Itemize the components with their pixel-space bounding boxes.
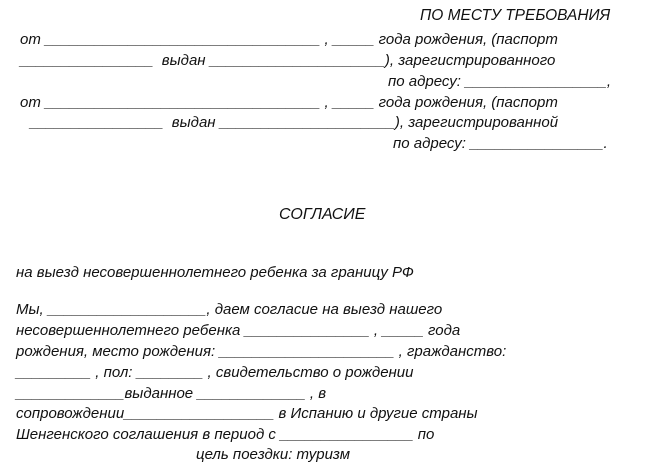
body-line: несовершеннолетнего ребенка _______________ , _____ года: [16, 322, 461, 339]
body-line: _________ , пол: ________ , свидетельство о рождении: [16, 364, 414, 381]
header-to-whom: ПО МЕСТУ ТРЕБОВАНИЯ: [420, 7, 611, 24]
body-line: сопровождении__________________ в Испанию и другие страны: [16, 405, 478, 422]
parent1-address-line: по адресу: _________________,: [388, 73, 612, 90]
parent1-passport-line: ________________ выдан _____________________), зарегистрированного: [20, 52, 556, 69]
body-line: _____________выданное _____________ , в: [16, 385, 327, 402]
parent2-passport-line: ________________ выдан _____________________), зарегистрированной: [30, 114, 559, 131]
body-line: рождения, место рождения: _____________________ , гражданство:: [16, 343, 507, 360]
body-line: Мы, ___________________, даем согласие на выезд нашего: [16, 301, 443, 318]
body-line: цель поездки: туризм: [196, 446, 350, 463]
parent2-name-line: от _________________________________ , _____ года рождения, (паспорт: [20, 94, 558, 111]
document-subtitle: на выезд несовершеннолетнего ребенка за границу РФ: [16, 264, 414, 281]
body-line: Шенгенского соглашения в период с ________________ по: [16, 426, 435, 443]
parent2-address-line: по адресу: ________________.: [393, 135, 608, 152]
document-title: СОГЛАСИЕ: [279, 206, 366, 223]
parent1-name-line: от _________________________________ , _____ года рождения, (паспорт: [20, 31, 558, 48]
